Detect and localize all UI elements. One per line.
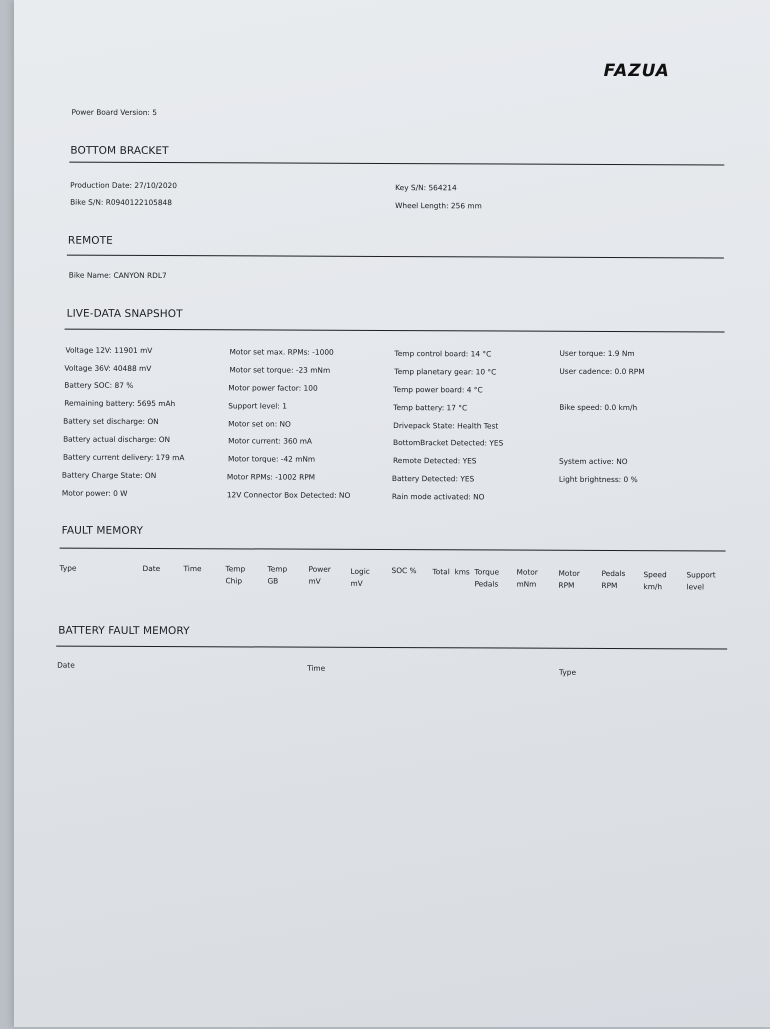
column-header-line1: Total kms [432, 567, 470, 577]
column-header-line1: Power [308, 564, 331, 574]
column-header-line2: Chip [225, 576, 243, 586]
section-divider [65, 329, 725, 333]
battery-fault-column-date: Date [57, 660, 75, 670]
live-data-field: Temp power board: 4 °C [393, 385, 483, 395]
live-data-field: Temp battery: 17 °C [393, 403, 468, 413]
column-header-line2: RPM [558, 580, 575, 590]
battery-fault-column-type: Type [559, 667, 577, 677]
power-board-version: Power Board Version: 5 [71, 107, 158, 118]
column-header [432, 566, 469, 578]
live-data-field: 12V Connector Box Detected: NO [226, 490, 351, 500]
key-serial-number: Key S/N: 564214 [395, 183, 457, 193]
column-header [686, 569, 715, 593]
section-divider [60, 548, 726, 552]
column-header [183, 563, 201, 575]
bike-serial-number: Bike S/N: R0940122105848 [70, 197, 172, 208]
column-header [350, 566, 369, 590]
column-header-line1: Logic [350, 566, 370, 576]
column-header-line2: RPM [601, 580, 618, 591]
live-data-field: Battery set discharge: ON [63, 416, 159, 427]
live-data-field: Battery Detected: YES [391, 474, 475, 484]
live-data-field: Voltage 12V: 11901 mV [65, 345, 153, 355]
fazua-logo: FAZUA [603, 60, 670, 82]
column-header [643, 569, 666, 593]
column-header-line2: level [686, 582, 705, 592]
live-data-field: Battery actual discharge: ON [63, 434, 171, 445]
live-data-field: Drivepack State: Health Test [393, 421, 499, 431]
section-title-remote: REMOTE [67, 234, 113, 247]
section-divider [67, 255, 724, 259]
column-header-line2: km/h [643, 582, 663, 592]
live-data-field: User torque: 1.9 Nm [559, 348, 635, 359]
live-data-field: Battery Charge State: ON [61, 470, 157, 481]
column-header-line1: Date [142, 563, 161, 574]
column-header [391, 565, 416, 577]
column-header [59, 563, 76, 575]
live-data-field: Support level: 1 [228, 401, 287, 411]
live-data-field: Motor current: 360 mA [228, 436, 313, 446]
column-header [474, 566, 499, 590]
column-header-line2: mV [308, 576, 321, 586]
column-header-line2: mNm [516, 579, 537, 589]
column-header-line1: Motor [516, 567, 538, 577]
live-data-field: Motor set max. RPMs: -1000 [229, 347, 334, 357]
battery-fault-column-time: Time [307, 663, 326, 673]
live-data-field: Battery SOC: 87 % [64, 380, 134, 390]
column-header-line1: Temp [225, 564, 246, 574]
live-data-field: BottomBracket Detected: YES [393, 438, 504, 448]
column-header [516, 567, 537, 591]
live-data-field: Motor power: 0 W [61, 488, 128, 498]
column-header-line1: SOC % [391, 566, 417, 576]
column-header-line1: Support [686, 570, 716, 580]
section-title-battery-fault-memory: BATTERY FAULT MEMORY [58, 624, 190, 638]
column-header-line1: Speed [643, 570, 667, 580]
live-data-field: Voltage 36V: 40488 mV [64, 363, 152, 373]
live-data-field: Temp planetary gear: 10 °C [394, 367, 497, 377]
live-data-field: Battery current delivery: 179 mA [62, 452, 185, 463]
live-data-field: Motor power factor: 100 [228, 383, 318, 393]
column-header-line1: Torque [474, 567, 500, 577]
column-header-line1: Temp [267, 564, 288, 574]
live-data-field: Motor set torque: -23 mNm [229, 365, 331, 375]
section-title-fault-memory: FAULT MEMORY [61, 524, 144, 537]
live-data-field: Motor torque: -42 mNm [227, 454, 316, 464]
live-data-field: System active: NO [558, 456, 628, 467]
wheel-length: Wheel Length: 256 mm [395, 201, 482, 211]
section-divider [69, 162, 724, 166]
bike-name: Bike Name: CANYON RDL7 [68, 270, 167, 281]
live-data-field: Motor set on: NO [228, 419, 291, 429]
production-date: Production Date: 27/10/2020 [70, 180, 177, 191]
column-header-line2: mV [350, 578, 363, 588]
column-header [308, 564, 330, 588]
column-header [601, 568, 625, 592]
live-data-field: Bike speed: 0.0 km/h [559, 402, 638, 413]
column-header [225, 563, 245, 587]
live-data-field: Light brightness: 0 % [558, 474, 638, 485]
section-title-live-data: LIVE-DATA SNAPSHOT [66, 307, 183, 321]
column-header-line2: GB [267, 576, 279, 586]
column-header-line2: Pedals [474, 579, 499, 589]
live-data-field: Temp control board: 14 °C [394, 349, 492, 359]
column-header-line1: Type [59, 563, 77, 573]
column-header [558, 568, 579, 592]
column-header-line1: Pedals [601, 568, 626, 579]
column-header-line1: Motor [558, 568, 580, 578]
column-header-line1: Time [183, 564, 202, 574]
live-data-field: Remote Detected: YES [392, 456, 477, 466]
column-header [142, 563, 160, 575]
live-data-field: Rain mode activated: NO [391, 492, 485, 502]
section-title-bottom-bracket: BOTTOM BRACKET [70, 144, 169, 158]
live-data-field: User cadence: 0.0 RPM [559, 366, 645, 377]
live-data-field: Motor RPMs: -1002 RPM [226, 472, 316, 482]
column-header [267, 563, 287, 587]
section-divider [56, 646, 727, 650]
live-data-field: Remaining battery: 5695 mAh [64, 398, 176, 409]
